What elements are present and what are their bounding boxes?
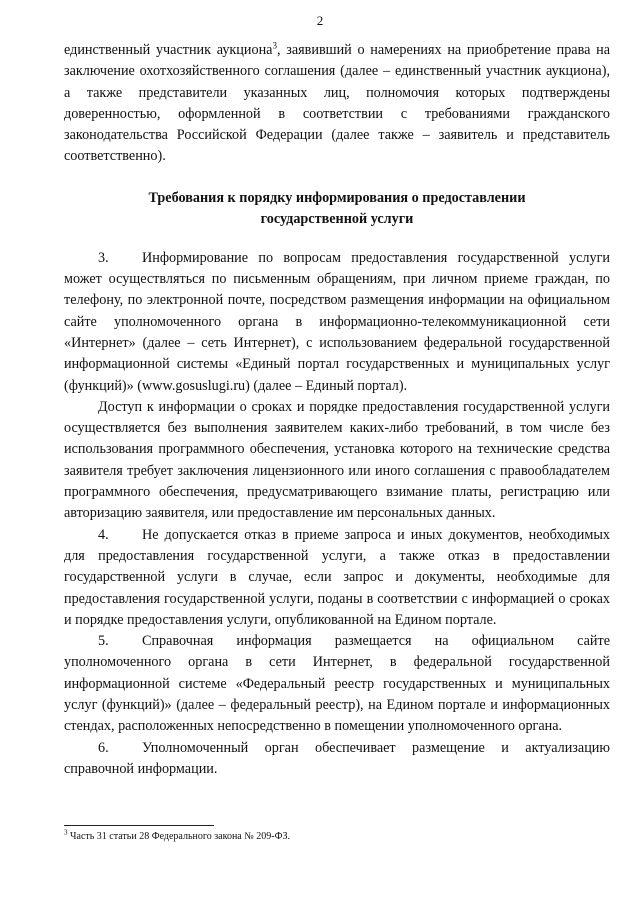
paragraph-6 <box>64 738 610 781</box>
paragraph-text: Уполномоченный орган обеспечивает размещение и актуализацию справочной информации. <box>64 739 610 777</box>
paragraph-text: Информирование по вопросам предоставления государственной услуги может осуществляться по письменным обращениям, при личном приеме граждан, по телефону, по электронной почте, посредством размещения информации на официальном сайте уполномоченного органа в информационно-телекоммуникационной сети «Интернет» (далее – сеть Интернет), с использованием федеральной государственной информационной системы «Единый портал государственных и муниципальных услуг (функций)» (www.gosuslugi.ru) (далее – Единый портал). <box>64 249 610 394</box>
paragraph-3-continuation <box>64 397 610 525</box>
intro-paragraph <box>64 40 610 168</box>
intro-text-end: , заявивший о намерениях на приобретение права на заключение охотхозяйственного соглашения (далее – единственный участник аукциона), а также представители указанных лиц, полномочия которых подтверждены доверенностью, оформленной в соответствии с требованиями гражданского законодательства Российской Федерации (далее также – заявитель и представитель соответственно). <box>64 42 610 165</box>
footnote <box>64 830 610 843</box>
footnote-text: Часть 31 статьи 28 Федерального закона № 209-ФЗ. <box>70 831 291 842</box>
intro-text-start: единственный участник аукциона <box>64 42 273 58</box>
paragraph-4 <box>64 525 610 631</box>
section-heading-line-2: государственной услуги <box>260 210 414 227</box>
paragraph-number: 4. <box>98 526 109 543</box>
document-body <box>64 40 610 780</box>
paragraph-number: 3. <box>98 249 109 266</box>
paragraph-text: Справочная информация размещается на официальном сайте уполномоченного органа в сети Интернет, в федеральной государственной информационной системе «Федеральный реестр государственных и муниципальных услуг (функций)» (далее – федеральный реестр), на Едином портале и информационных стендах, расположенных непосредственно в помещении уполномоченного органа. <box>64 633 610 735</box>
paragraph-text: Доступ к информации о сроках и порядке предоставления государственной услуги осуществляется без выполнения заявителем каких-либо требований, в том числе без использования программного обеспечения, установка которого на технические средства заявителя требует заключения лицензионного или иного соглашения с правообладателем программного обеспечения, предусматривающего взимание платы, регистрацию или авторизацию заявителя, или предоставление им персональных данных. <box>64 398 610 522</box>
footnote-separator <box>64 825 214 826</box>
paragraph-number: 6. <box>98 739 109 756</box>
paragraph-number: 5. <box>98 633 109 650</box>
footnote-reference: 3 <box>272 40 277 51</box>
paragraph-5 <box>64 631 610 737</box>
paragraph-3 <box>64 248 610 397</box>
paragraph-text: Не допускается отказ в приеме запроса и иных документов, необходимых для предоставления государственной услуги, а также отказ в предоставлении государственной услуги в случае, если запрос и документы, необходимые для предоставления государственной услуги, поданы в соответствии с информацией о сроках и порядке предоставления услуги, опубликованной на Едином портале. <box>64 526 610 628</box>
section-heading <box>64 188 610 230</box>
footnote-marker: 3 <box>64 828 68 837</box>
section-heading-line-1: Требования к порядку информирования о предоставлении <box>148 189 526 206</box>
page-number: 2 <box>316 13 324 28</box>
